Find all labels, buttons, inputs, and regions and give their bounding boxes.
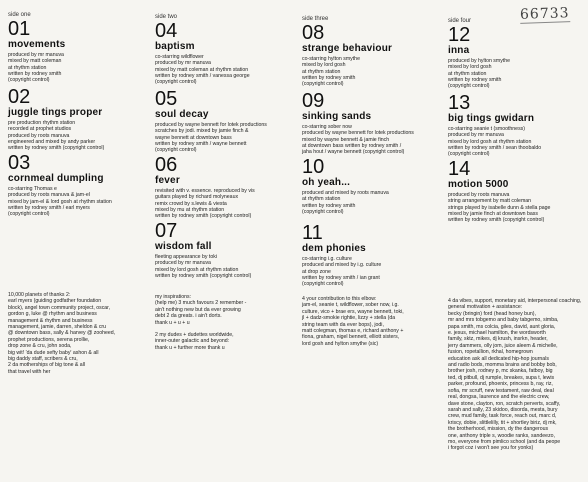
track-credits — [448, 192, 588, 223]
credit-line: produced by wayne bennett for lotek productions — [302, 130, 414, 137]
thanks-line: mr and mrs tobgemo and baby tabgemo, simba, — [448, 317, 559, 324]
credit-line: written by rodney smith — [448, 76, 502, 83]
thanks-line: earl myers (guiding godfather foundation — [8, 298, 102, 305]
credit-line: string arrangement by matt coleman — [448, 198, 532, 205]
credit-line: mixed by mu at rhythm station — [155, 206, 225, 213]
thanks-column-3 — [302, 296, 442, 347]
credit-line: fleeting appearance by toki — [155, 254, 218, 260]
thanks-line: string team with da ever bops), jodi, — [302, 321, 384, 328]
credit-line: mixed by lord gosh at rhythm station — [155, 266, 239, 273]
thanks-line: e. jesus, michael hamilton, the wordsworth — [448, 330, 546, 337]
thanks-line: jerry dammers, olly jom, juice aleem & michelle, — [448, 342, 558, 349]
credit-line: (copyright control) — [448, 151, 490, 158]
thanks-line: prophet productions, serena prollie, — [8, 336, 90, 343]
track-credits — [155, 54, 295, 85]
thanks-line: fiona, graham, nigel bennett, elliott sisters, — [302, 334, 400, 341]
thanks-line: 2 my dudes + dudettes worldwide, — [155, 332, 234, 339]
credit-line: written by rodney smith (copyright control) — [155, 213, 252, 220]
track-09 — [302, 92, 442, 155]
thanks-line: real, dongsa, laurence and the electric crew, — [448, 394, 550, 401]
side-label: side four — [448, 18, 472, 24]
track-number: 02 — [8, 86, 31, 108]
track-10 — [302, 158, 442, 215]
track-number: 07 — [155, 220, 178, 242]
credit-line: (copyright control) — [448, 83, 490, 90]
credit-line: co-starring wildflower — [155, 54, 204, 60]
credit-line: pre production rhythm station — [8, 120, 76, 126]
track-credits — [448, 126, 588, 157]
track-title: baptism — [155, 41, 195, 52]
track-title: wisdom fall — [155, 241, 212, 252]
thanks-line: block), angel town community project, oscar, — [8, 304, 111, 311]
track-title: dem phonies — [302, 243, 366, 254]
track-number: 05 — [155, 88, 178, 110]
credit-line: (copyright control) — [302, 281, 344, 288]
thanks-heading: my inspirations: — [155, 294, 192, 300]
thanks-line: sofia, mr scruff, new testament, raw deal, deal — [448, 387, 554, 394]
track-title: motion 5000 — [448, 179, 509, 190]
credit-line: revisited with v. essence. reproduced by vis — [155, 188, 255, 194]
thanks-heading: 4 your contribution to this elbow: — [302, 296, 377, 302]
credit-line: produced by roots manuva — [448, 192, 510, 198]
track-number: 10 — [302, 156, 325, 178]
thanks-line: debt 2 da greats. i ain't dorts. — [155, 313, 222, 320]
credit-line: recorded at prophet studios — [8, 126, 72, 133]
track-number: 04 — [155, 20, 178, 42]
credit-line: wayne bennett at downtown bass — [155, 134, 232, 141]
credit-line: mixed by matt coleman — [8, 58, 62, 65]
track-credits — [8, 186, 148, 217]
credit-line: co-starring Thomas e — [8, 186, 57, 192]
side-label: side two — [155, 14, 178, 20]
thanks-line: fusion, ropetallion, rkhal, homegrown — [448, 349, 533, 356]
track-credits — [155, 254, 295, 279]
thanks-line: ain't nothing new but da ever growing — [155, 306, 241, 313]
credit-line: remix crowd by s.lewis & viesta — [155, 200, 227, 207]
track-credits — [8, 120, 148, 151]
thanks-column-1 — [8, 292, 148, 375]
credit-line: at rhythm station — [302, 68, 341, 75]
track-11 — [302, 224, 442, 287]
thanks-line: management, jamie, darren, sheldon & cru — [8, 324, 107, 331]
thanks-line: management & rhythm and business — [8, 317, 93, 324]
thanks-line: (help me) 3 much favours 2 remember - — [155, 300, 247, 307]
thanks-line: becky (bringin) ford (head honey bun), — [448, 310, 536, 317]
thanks-heading: 4 da vibes, support, monetary aid, interpersonal coaching, general motivation + assistance: — [448, 298, 582, 311]
credit-line: produced by roots manuva — [8, 132, 70, 139]
thanks-line: thank u + u + u — [155, 319, 190, 326]
credit-line: (copyright control) — [8, 211, 50, 218]
track-title: sinking sands — [302, 111, 372, 122]
thanks-line: papa smith, ms colcia, giles, david, aunt gloria, — [448, 323, 556, 330]
track-04 — [155, 22, 295, 85]
credit-line: written by rodney smith (copyright control) — [448, 217, 545, 224]
thanks-line: crew, mud family, task force, reach out, marc d, — [448, 413, 557, 420]
side-label: side one — [8, 12, 31, 18]
track-number: 13 — [448, 92, 471, 114]
credit-line: produced by mr manuva — [155, 260, 211, 267]
credit-line: produced by wayne bennett for lotek productions — [155, 122, 267, 128]
credit-line: written by rodney smith (copyright control) — [155, 272, 252, 279]
track-credits — [302, 256, 442, 287]
credit-line: produced by mr manuva — [448, 132, 504, 139]
track-13 — [448, 94, 588, 157]
track-number: 03 — [8, 152, 31, 174]
thanks-line: sarah and sally, 23 skidoo, disorda, mesta, bury — [448, 406, 558, 413]
track-credits — [302, 190, 442, 215]
track-title: fever — [155, 175, 180, 186]
track-credits — [155, 122, 295, 153]
thanks-line: lord gosh and hylton smythe (sic) — [302, 340, 379, 347]
credit-line: scratches by jodi. mixed by jamie finch & — [155, 128, 249, 135]
thanks-line: big daddy staff, scribers & cru, — [8, 356, 78, 363]
track-number: 06 — [155, 154, 178, 176]
track-title: inna — [448, 45, 470, 56]
credit-line: written by rodney smith (copyright control) — [8, 145, 105, 152]
track-title: oh yeah... — [302, 177, 351, 188]
track-07 — [155, 222, 295, 279]
credit-line: at rhythm station — [302, 196, 341, 203]
track-credits — [302, 124, 442, 155]
track-number: 09 — [302, 90, 325, 112]
thanks-line: big wit! 'da dude sefty baby' ashon & all — [8, 349, 99, 356]
thanks-line: jl + dadz-smokie rightie, lizzy + stella (da — [302, 315, 396, 322]
track-credits — [302, 56, 442, 87]
track-credits — [8, 52, 148, 83]
thanks-line: parker, profound, phoenix, princess b, ray, riz, — [448, 381, 553, 388]
credit-line: jaha hout / wayne bennett (copyright control) — [302, 149, 405, 156]
credit-line: mixed by jam-el & lord gosh at rhythm station — [8, 198, 112, 205]
thanks-line: the brotherhood, mission, dy the dangerous — [448, 426, 549, 433]
track-06 — [155, 156, 295, 219]
credit-line: mixed by lord gosh at rhythm station — [448, 138, 532, 145]
side-label: side three — [302, 16, 329, 22]
track-12 — [448, 26, 588, 89]
credit-line: written by rodney smith — [302, 74, 356, 81]
credit-line: written by rodney smith — [8, 70, 62, 77]
thanks-line: kriscy, dobie, slittlelilly, tit + shortley biriz, dj mk, — [448, 419, 557, 426]
track-title: strange behaviour — [302, 43, 393, 54]
handwritten-catalog-number: 66733 — [519, 5, 570, 23]
track-02 — [8, 88, 148, 151]
track-credits — [155, 188, 295, 219]
thanks-line: family, sktz, mikes, dj krush, insrkn, header, — [448, 336, 548, 343]
thanks-line: matt colegman, thomas e, richard anthony + — [302, 328, 404, 335]
credit-line: written by rodney smith / earl myers — [8, 204, 90, 211]
thanks-line: inner-outer galactic and beyond: — [155, 338, 230, 345]
credit-line: (copyright control) — [155, 79, 197, 86]
credit-line: written by rodney smith / sean thoobaldo — [448, 144, 542, 151]
credit-line: produced by roots manuva & jam-el — [8, 192, 90, 199]
credit-line: mixed by jamie finch at downtown bass — [448, 210, 538, 217]
thanks-column-4 — [448, 298, 584, 452]
thanks-line: that travel with her — [8, 368, 51, 375]
thanks-line: drop zone & cru, john soda, — [8, 343, 72, 350]
track-title: movements — [8, 39, 66, 50]
track-title: soul decay — [155, 109, 209, 120]
credit-line: produced and mixed by i.g. culture — [302, 262, 382, 269]
track-number: 14 — [448, 158, 471, 180]
credit-line: (copyright control) — [8, 77, 50, 84]
thanks-line: and radio bods, momma brains and bobby bob, — [448, 362, 557, 369]
thanks-line: one, anthony triple s, woodie ranks, sandeezo, — [448, 432, 555, 439]
track-08 — [302, 24, 442, 87]
credit-line: strings played by isabelle dunn & stella page — [448, 204, 551, 211]
thanks-line: i forgot coz i won't see you for yonks) — [448, 445, 534, 452]
track-credits — [448, 58, 588, 89]
track-03 — [8, 154, 148, 217]
thanks-line: thank u + further more thank u — [155, 344, 225, 351]
thanks-line: gordon g, luke @ rhythm and business — [8, 311, 97, 318]
credit-line: (copyright control) — [155, 147, 197, 154]
credit-line: at rhythm station — [448, 70, 487, 77]
track-number: 08 — [302, 22, 325, 44]
credit-line: written by rodney smith / wayne bennett — [155, 140, 247, 147]
thanks-line: ted, dj pitbull, dj rumple, breakes, supa t, lewis — [448, 374, 555, 381]
credit-line: produced and mixed by roots manuva — [302, 190, 389, 196]
track-01 — [8, 20, 148, 83]
track-05 — [155, 90, 295, 153]
track-title: juggle tings proper — [8, 107, 103, 118]
credit-line: written by rodney smith — [302, 202, 356, 209]
credit-line: co-starring i.g. culture — [302, 256, 352, 262]
thanks-line: dave stone, clayton, ron, scratch perverts, scaffy, — [448, 400, 561, 407]
thanks-line: education ask all dedicated hip-hop journals — [448, 355, 549, 362]
credit-line: guitars played by richard molyneaux — [155, 194, 239, 201]
credit-line: mixed by lord gosh — [448, 64, 492, 71]
thanks-column-2 — [155, 294, 295, 351]
credit-line: mixed by lord gosh — [302, 62, 346, 69]
credit-line: co-starring hylton smythe — [302, 56, 360, 62]
track-number: 12 — [448, 24, 471, 46]
credit-line: mixed by wayne bennett & jamie finch — [302, 136, 390, 143]
credit-line: at rhythm station — [8, 64, 47, 71]
track-title: cornmeal dumpling — [8, 173, 104, 184]
thanks-line: 2 da motherships of big tone & all — [8, 362, 85, 369]
track-title: big tings gwidarn — [448, 113, 535, 124]
track-14 — [448, 160, 588, 223]
thanks-line: brother josh, rodney p, mc skanka, fatboy, big — [448, 368, 553, 375]
credit-line: mixed by matt coleman at rhythm station — [155, 66, 249, 73]
track-number: 01 — [8, 18, 31, 40]
credit-line: written by rodney smith / ian grant — [302, 274, 380, 281]
thanks-line: @ downtown bass, sally & harvey @ zooheed, — [8, 330, 116, 337]
thanks-line: mo, everyone from pimlico school (and da peope — [448, 438, 561, 445]
credit-line: (copyright control) — [302, 81, 344, 88]
credit-line: engineered and mixed by andy parker — [8, 138, 96, 145]
credit-line: produced by hylton smythe — [448, 58, 510, 64]
track-number: 11 — [302, 222, 323, 244]
credit-line: at downtown bass written by rodney smith / — [302, 142, 402, 149]
credit-line: (copyright control) — [302, 208, 344, 215]
credit-line: produced by mr manuva — [8, 52, 64, 58]
credit-line: at drop zone — [302, 268, 331, 275]
thanks-heading: 10,000 planets of thanks 2: — [8, 292, 71, 298]
credit-line: produced by mr manuva — [155, 60, 211, 67]
credit-line: co-starring seanie t (smoothness) — [448, 126, 525, 132]
credit-line: written by rodney smith / vanessa george — [155, 72, 250, 79]
credit-line: co-starring sober now — [302, 124, 352, 130]
thanks-line: jam-el, seanie t, wildflower, sober now, i.g. — [302, 302, 399, 309]
thanks-line: culture, vico + brae ers, wayne bennett, toki, — [302, 308, 404, 315]
